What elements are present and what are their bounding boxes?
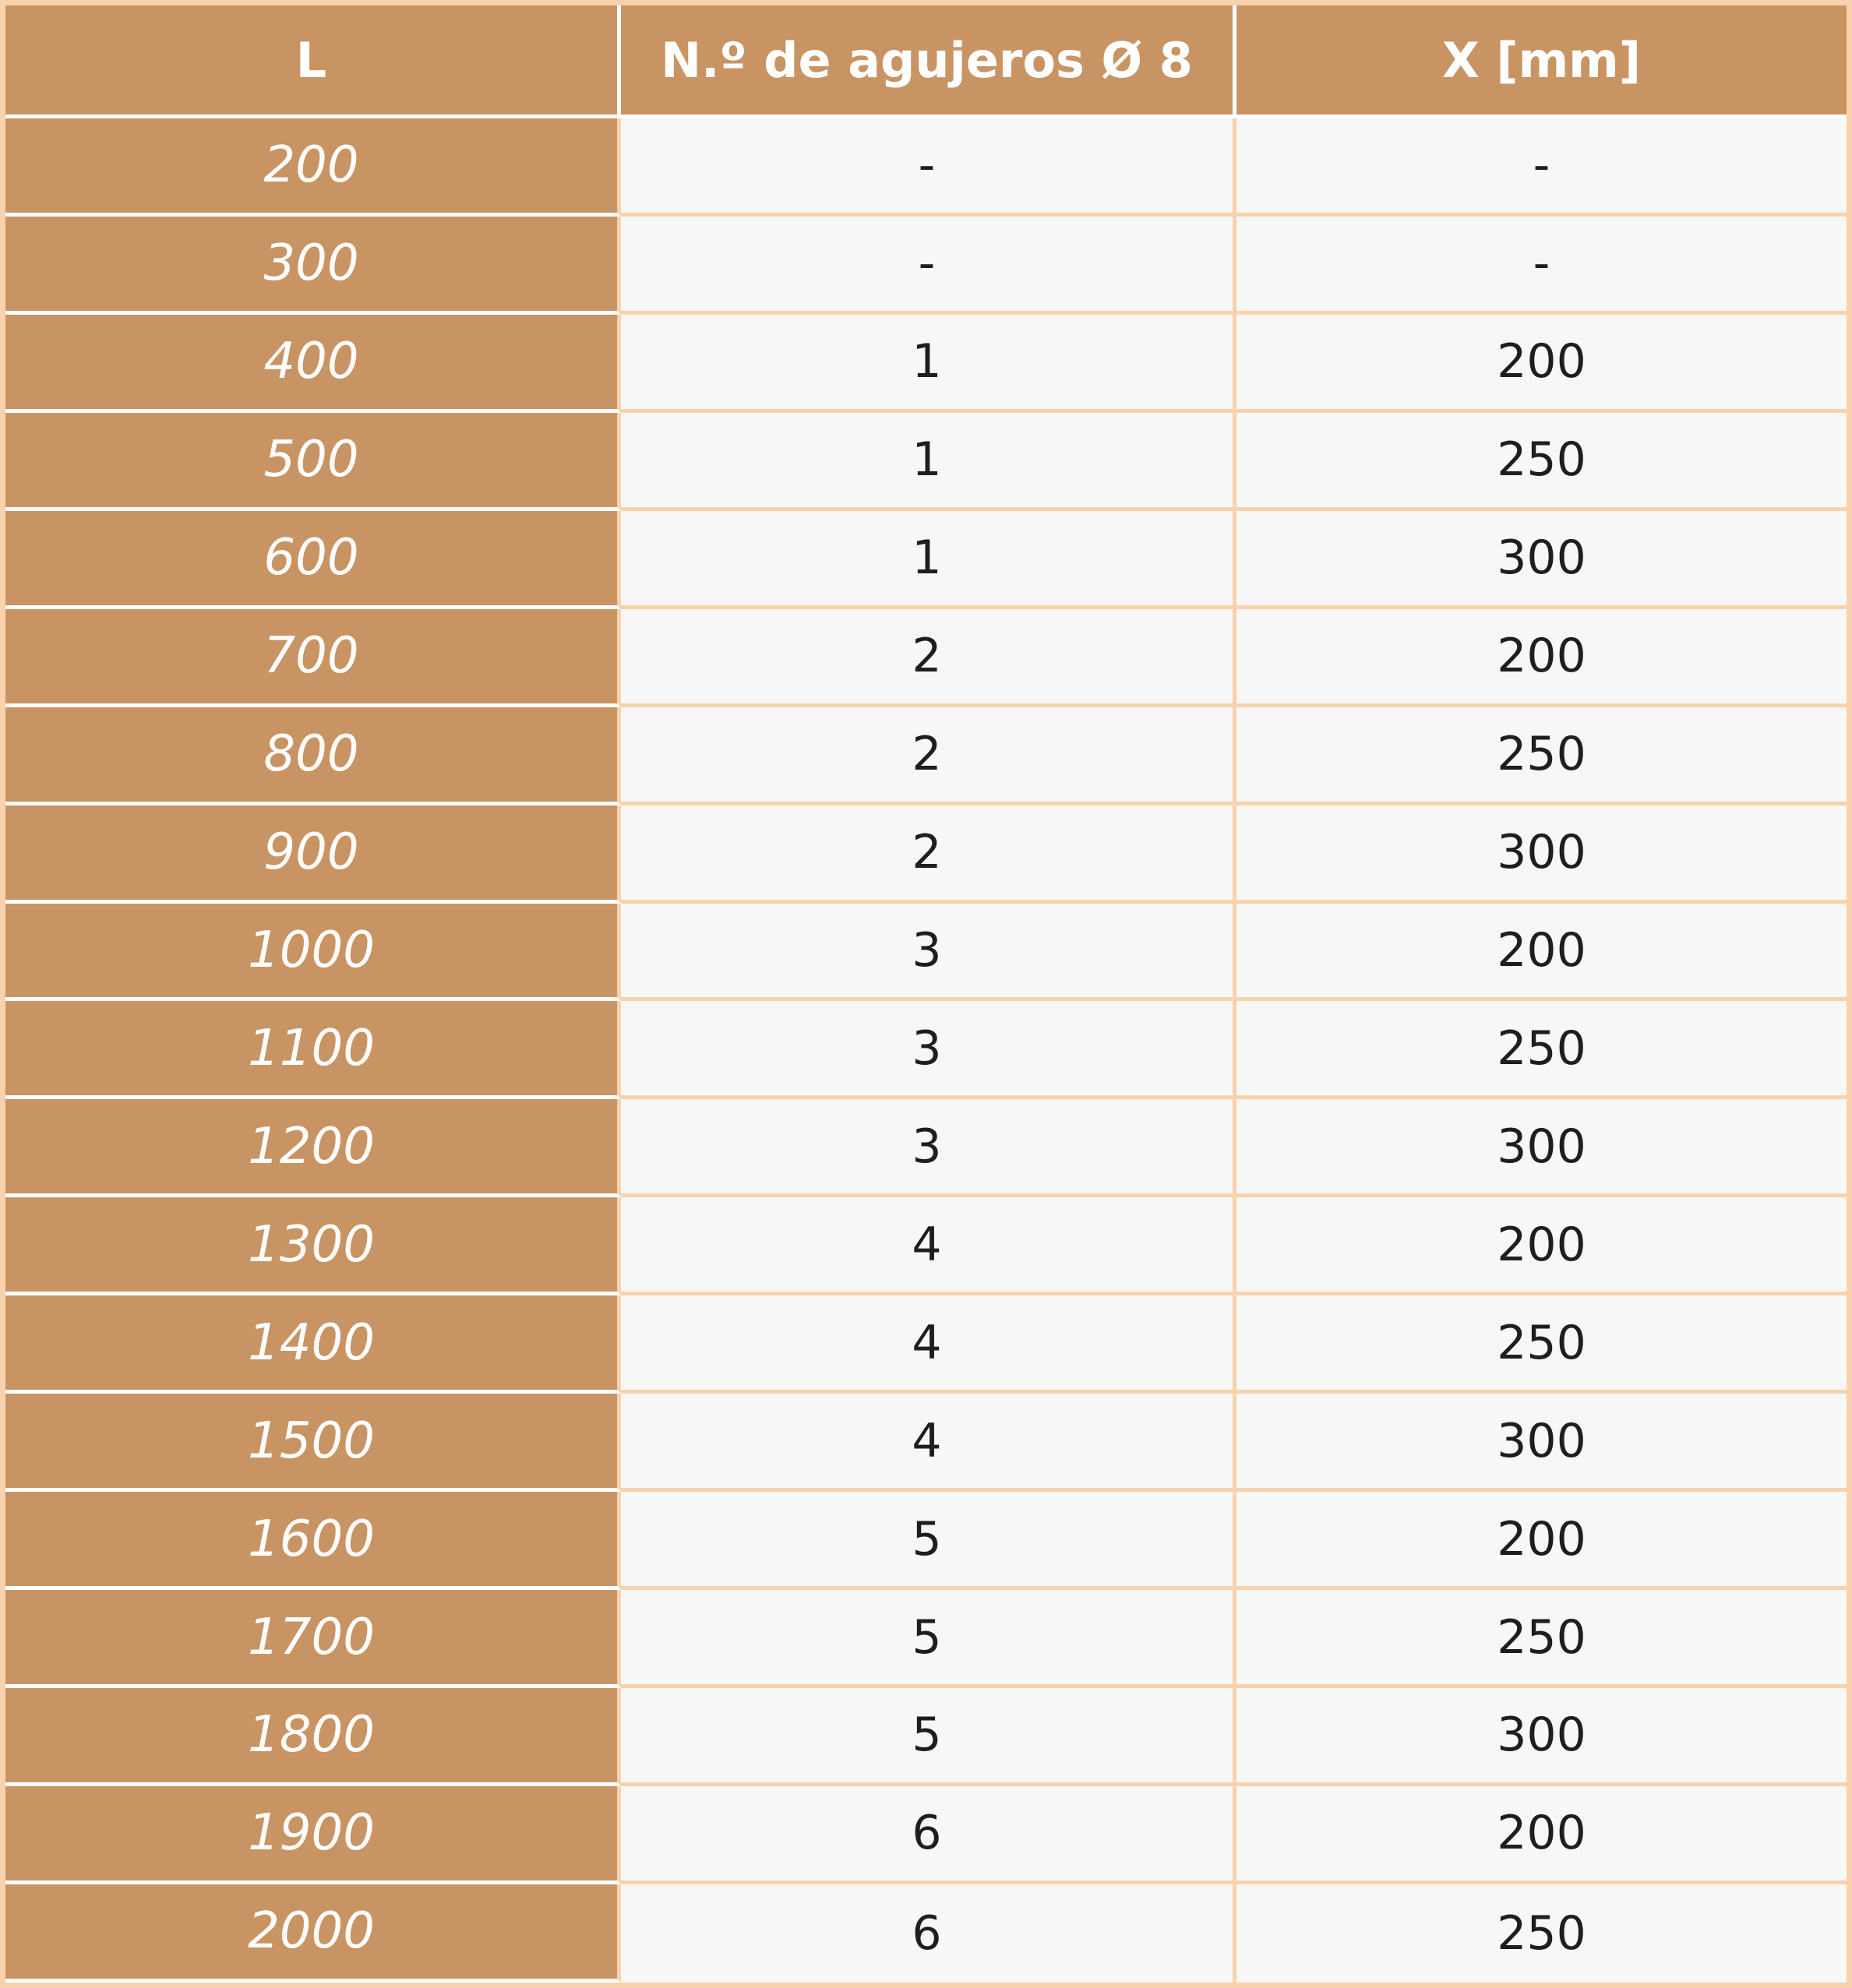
table-row xyxy=(5,707,1847,805)
length-cell: 1100 xyxy=(5,1001,621,1099)
table-row xyxy=(5,609,1847,707)
length-cell: 1000 xyxy=(5,904,621,1002)
x-mm-cell: 200 xyxy=(1236,1786,1847,1884)
header-hole-count: N.º de agujeros Ø 8 xyxy=(621,5,1236,118)
table-row xyxy=(5,1492,1847,1590)
hole-count-cell: 5 xyxy=(621,1590,1236,1688)
length-cell: 1800 xyxy=(5,1688,621,1786)
x-mm-cell: - xyxy=(1236,118,1847,217)
x-mm-cell: 250 xyxy=(1236,413,1847,511)
hole-count-cell: 6 xyxy=(621,1786,1236,1884)
x-mm-cell: 300 xyxy=(1236,1394,1847,1492)
hole-count-cell: 5 xyxy=(621,1688,1236,1786)
length-cell: 2000 xyxy=(5,1884,621,1983)
table-row xyxy=(5,1688,1847,1786)
x-mm-cell: 200 xyxy=(1236,315,1847,413)
table-row xyxy=(5,118,1847,217)
x-mm-cell: 250 xyxy=(1236,707,1847,805)
hole-count-cell: - xyxy=(621,118,1236,217)
x-mm-cell: - xyxy=(1236,217,1847,315)
x-mm-cell: 300 xyxy=(1236,1688,1847,1786)
length-cell: 1500 xyxy=(5,1394,621,1492)
length-cell: 800 xyxy=(5,707,621,805)
hole-count-cell: 1 xyxy=(621,315,1236,413)
hole-count-cell: 1 xyxy=(621,413,1236,511)
length-cell: 1900 xyxy=(5,1786,621,1884)
hole-count-cell: 6 xyxy=(621,1884,1236,1983)
length-cell: 400 xyxy=(5,315,621,413)
x-mm-cell: 300 xyxy=(1236,1099,1847,1197)
x-mm-cell: 250 xyxy=(1236,1295,1847,1394)
table-row xyxy=(5,904,1847,1002)
table-row xyxy=(5,1001,1847,1099)
hole-count-cell: 4 xyxy=(621,1394,1236,1492)
hole-count-cell: 4 xyxy=(621,1197,1236,1295)
hole-count-cell: 3 xyxy=(621,1001,1236,1099)
table-row xyxy=(5,511,1847,609)
x-mm-cell: 200 xyxy=(1236,1492,1847,1590)
length-cell: 1400 xyxy=(5,1295,621,1394)
hole-count-cell: 1 xyxy=(621,511,1236,609)
table-header xyxy=(5,5,1847,118)
x-mm-cell: 200 xyxy=(1236,609,1847,707)
table-row xyxy=(5,1099,1847,1197)
length-cell: 700 xyxy=(5,609,621,707)
header-x-mm: X [mm] xyxy=(1236,5,1847,118)
table-row xyxy=(5,805,1847,904)
hole-count-cell: 2 xyxy=(621,609,1236,707)
length-cell: 600 xyxy=(5,511,621,609)
table-row xyxy=(5,1884,1847,1983)
x-mm-cell: 200 xyxy=(1236,904,1847,1002)
x-mm-cell: 250 xyxy=(1236,1590,1847,1688)
hole-count-cell: 4 xyxy=(621,1295,1236,1394)
x-mm-cell: 200 xyxy=(1236,1197,1847,1295)
hole-count-cell: 3 xyxy=(621,1099,1236,1197)
length-cell: 500 xyxy=(5,413,621,511)
table-row xyxy=(5,413,1847,511)
hole-count-cell: - xyxy=(621,217,1236,315)
x-mm-cell: 300 xyxy=(1236,511,1847,609)
header-row xyxy=(5,5,1847,118)
x-mm-cell: 300 xyxy=(1236,805,1847,904)
length-cell: 200 xyxy=(5,118,621,217)
length-cell: 1600 xyxy=(5,1492,621,1590)
hole-count-cell: 3 xyxy=(621,904,1236,1002)
hole-count-cell: 2 xyxy=(621,805,1236,904)
length-cell: 1200 xyxy=(5,1099,621,1197)
table-row xyxy=(5,1295,1847,1394)
dimensions-table xyxy=(5,5,1847,1983)
length-cell: 300 xyxy=(5,217,621,315)
table-row xyxy=(5,315,1847,413)
length-cell: 1300 xyxy=(5,1197,621,1295)
table-row xyxy=(5,1590,1847,1688)
length-cell: 900 xyxy=(5,805,621,904)
table-row xyxy=(5,1394,1847,1492)
table-row xyxy=(5,217,1847,315)
length-cell: 1700 xyxy=(5,1590,621,1688)
x-mm-cell: 250 xyxy=(1236,1001,1847,1099)
table-row xyxy=(5,1786,1847,1884)
header-length: L xyxy=(5,5,621,118)
table-row xyxy=(5,1197,1847,1295)
hole-count-cell: 5 xyxy=(621,1492,1236,1590)
table-body xyxy=(5,118,1847,1983)
x-mm-cell: 250 xyxy=(1236,1884,1847,1983)
hole-count-cell: 2 xyxy=(621,707,1236,805)
